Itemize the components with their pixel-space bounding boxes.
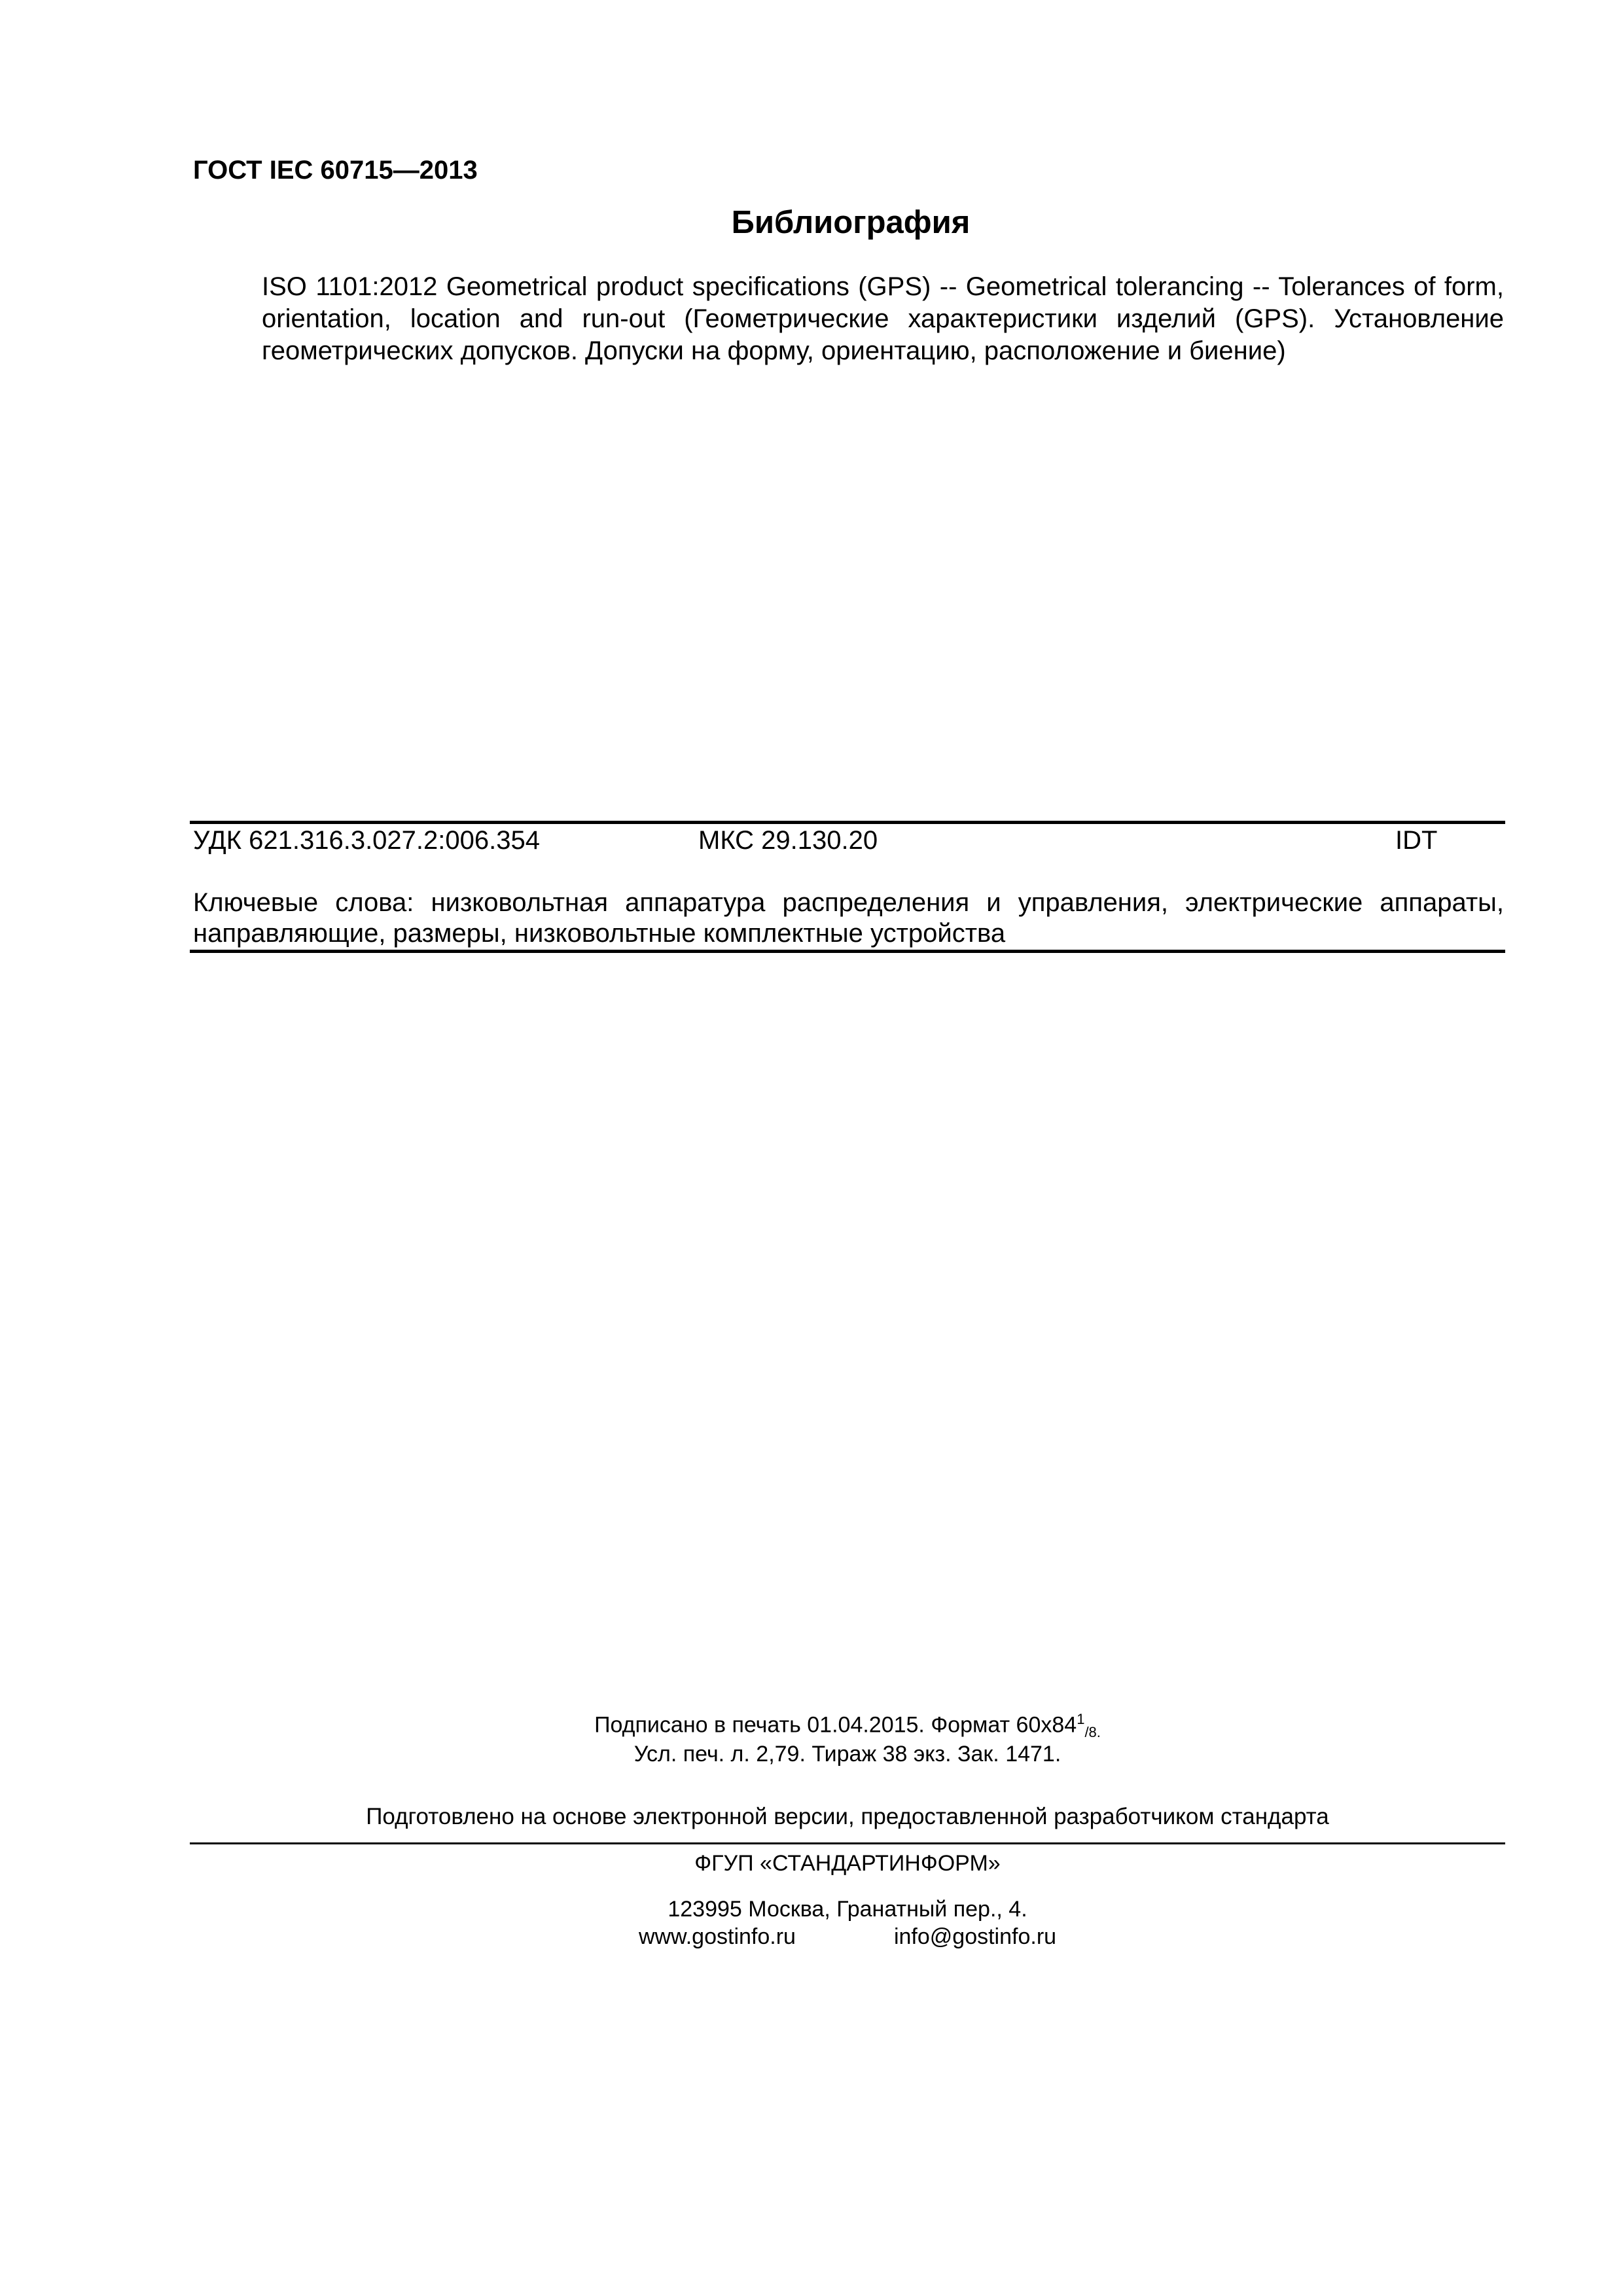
- publisher-contacts: [190, 1924, 1505, 1950]
- bibliography-title: Библиография: [731, 205, 971, 240]
- mks-code: МКС 29.130.20: [698, 826, 878, 855]
- prepared-note: Подготовлено на основе электронной версии, предоставленной разработчиком стандарта: [366, 1804, 1329, 1829]
- bibliography-entry: ISO 1101:2012 Geometrical product specifications (GPS) -- Geometrical tolerancing -- Tolerances of form, orientation, location and run-out (Геометрические характеристики изделий (GPS). Установление геометрических допусков. Допуски на форму, ориентацию, расположение и биение): [262, 272, 1504, 365]
- top-divider: [190, 821, 1505, 824]
- imprint-signed-text: Подписано в печать 01.04.2015. Формат 60x84: [594, 1712, 1077, 1738]
- udk-code: УДК 621.316.3.027.2:006.354: [193, 826, 540, 855]
- format-superscript: 1: [1077, 1711, 1085, 1727]
- document-code: ГОСТ IEC 60715—2013: [193, 156, 478, 185]
- website-link[interactable]: www.gostinfo.ru: [638, 1924, 796, 1949]
- keywords-divider: [190, 950, 1505, 953]
- publisher-address: 123995 Москва, Гранатный пер., 4.: [668, 1897, 1027, 1922]
- email-link[interactable]: info@gostinfo.ru: [893, 1924, 1057, 1949]
- idt-label: IDT: [1395, 826, 1438, 855]
- format-subscript: /8.: [1084, 1724, 1101, 1741]
- publisher-divider: [190, 1842, 1505, 1844]
- imprint-print-details: Усл. печ. л. 2,79. Тираж 38 экз. Зак. 1471.: [633, 1742, 1061, 1767]
- imprint-signed-line: [190, 1711, 1505, 1741]
- publisher-name: ФГУП «СТАНДАРТИНФОРМ»: [694, 1851, 1001, 1876]
- keywords-text: Ключевые слова: низковольтная аппаратура распределения и управления, электрические аппараты, направляющие, размеры, низковольтные комплектные устройства: [193, 888, 1504, 948]
